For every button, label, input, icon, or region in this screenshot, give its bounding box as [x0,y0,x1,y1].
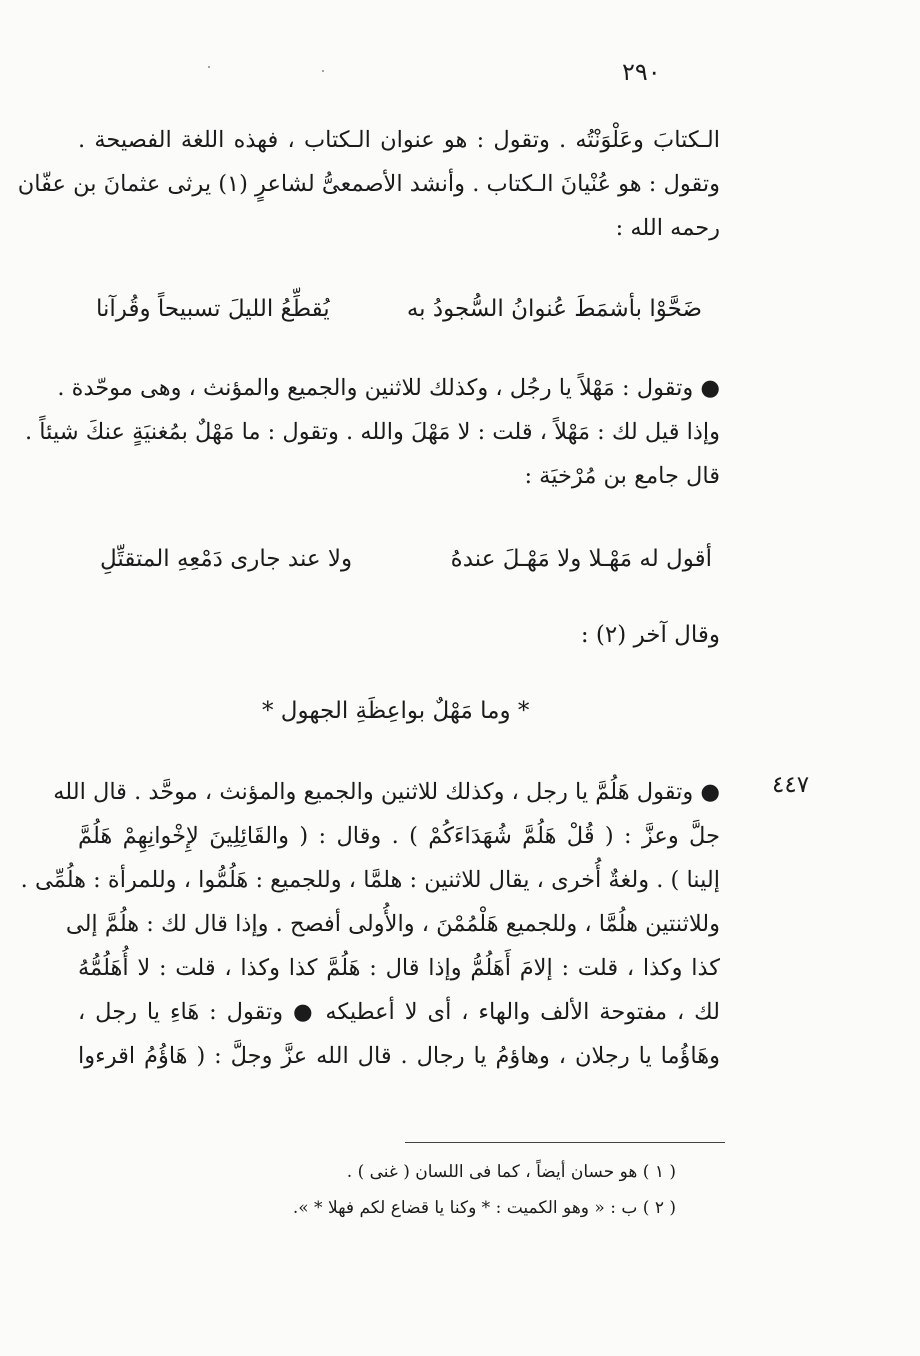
text-line: إلينا ) . ولغةٌ أُخرى ، يقال للاثنين : هلمَّا ، وللجميع : هَلُمُّوا ، وللمرأة : هلُمِّى . [20,867,720,893]
text-line: ● وتقول هَلُمَّ يا رجل ، وكذلك للاثنين والجميع والمؤنث ، موحَّد . قال الله [53,779,720,805]
paragraph-title-usage [17,118,720,250]
text-line: كذا وكذا ، قلت : إلامَ أَهَلُمُّ وإذا قال : هَلُمَّ كذا وكذا ، قلت : لا أُهَلُمُّهُ [78,955,720,981]
text-line: رحمه الله : [615,215,720,241]
page-number: ٢٩٠ [622,58,661,86]
text-line: وإذا قيل لك : مَهْلاً ، قلت : لا مَهْلَ والله . وتقول : ما مَهْلٌ بمُغنيَةٍ عنكَ شيئاً . [25,419,720,445]
margin-number: ٤٤٧ [772,772,810,798]
text-line: قال جامع بن مُرْخيَة : [524,463,720,489]
footnote-2: ( ٢ ) ب : « وهو الكميت : * وكنا يا قضاع لكم فهلا * ». [292,1198,676,1218]
text-line: وتقول : هو عُنْيانَ الـكتاب . وأنشد الأصمعىُّ لشاعرٍ (١) يرثى عثمانَ بن عفّان [17,171,720,197]
scan-speck [208,66,210,68]
verse-2-first-hemistich: أقول له مَهْـلا ولا مَهْـلَ عندهُ [450,546,712,572]
footnote-1: ( ١ ) هو حسان أيضاً ، كما فى اللسان ( غنى ) . [346,1162,676,1182]
another-poet-line: وقال آخر (٢) : [580,622,720,648]
hemistich-line: * وما مَهْلٌ بواعِظَةِ الجهول * [262,698,530,724]
verse-1-second-hemistich: يُقطِّعُ الليلَ تسبيحاً وقُرآنا [96,296,330,322]
text-line: جلَّ وعزَّ : ( قُلْ هَلُمَّ شُهَدَاءَكُمْ ) . وقال : ( والقَائِلِينَ لإِخْوانِهِمْ هَلُمَّ [78,823,720,849]
text-line: وللاثنتين هلُمَّا ، وللجميع هَلْمُمْنَ ، والأُولى أفصح . وإذا قال لك : هلُمَّ إلى [65,911,720,937]
verse-1-first-hemistich: ضَحَّوْا بأشمَطَ عُنوانُ السُّجودُ به [406,296,702,322]
paragraph-halumma [20,770,720,1078]
verse-2-second-hemistich: ولا عند جارى دَمْعِهِ المتقتِّلِ [100,546,353,572]
paragraph-mahlan [25,366,720,498]
footnote-rule [405,1142,725,1143]
text-line: وهَاؤُما يا رجلان ، وهاؤمُ يا رجال . قال الله عزَّ وجلَّ : ( هَاؤُمُ اقرءوا [78,1043,720,1069]
text-line: الـكتابَ وعَلْوَنْتُه . وتقول : هو عنوان الـكتاب ، فهذه اللغة الفصيحة . [78,127,720,153]
scan-speck [322,70,324,72]
text-line: لك ، مفتوحة الألف والهاء ، أى لا أعطيكه ● وتقول : هَاءِ يا رجل ، [78,999,720,1025]
text-line: ● وتقول : مَهْلاً يا رجُل ، وكذلك للاثنين والجميع والمؤنث ، وهى موحّدة . [57,375,720,401]
